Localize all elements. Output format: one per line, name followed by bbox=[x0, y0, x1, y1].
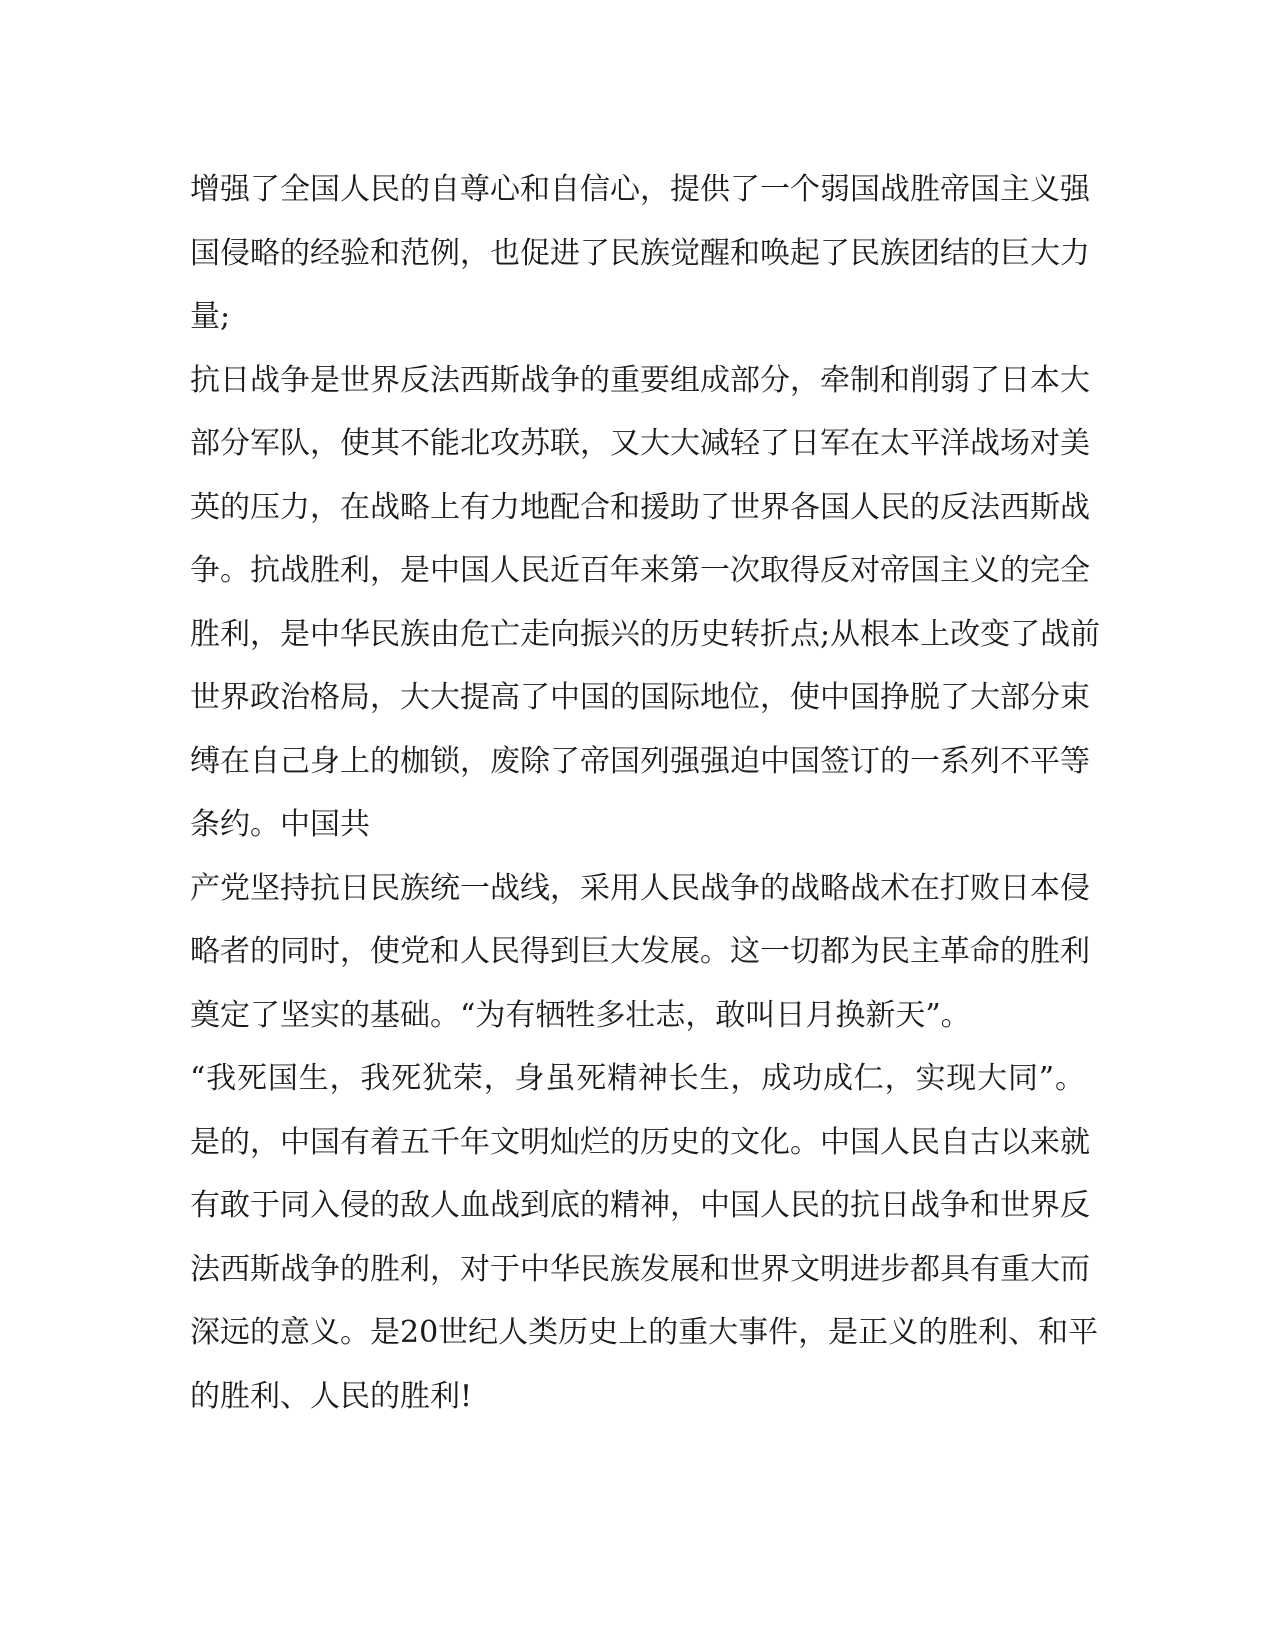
text-line: 奠定了坚实的基础。“为有牺牲多壮志，敢叫日月换新天”。 bbox=[190, 997, 971, 1033]
text-line: 深远的意义。是20世纪人类历史上的重大事件，是正义的胜利、和平 bbox=[190, 1315, 1099, 1350]
text-line: 争。抗战胜利，是中国人民近百年来第一次取得反对帝国主义的完全 bbox=[190, 553, 1090, 588]
text-line: 国侵略的经验和范例，也促进了民族觉醒和唤起了民族团结的巨大力 bbox=[190, 235, 1090, 271]
text-line: “我死国生，我死犹荣，身虽死精神长生，成功成仁，实现大同”。 bbox=[190, 1061, 1085, 1096]
text-line: 量; bbox=[190, 299, 231, 334]
text-line: 部分军队，使其不能北攻苏联，又大大减轻了日军在太平洋战场对美 bbox=[190, 426, 1090, 461]
text-line: 条约。中国共 bbox=[190, 807, 370, 842]
text-line: 抗日战争是世界反法西斯战争的重要组成部分，牵制和削弱了日本大 bbox=[190, 362, 1090, 398]
text-line: 缚在自己身上的枷锁，废除了帝国列强强迫中国签订的一系列不平等 bbox=[190, 743, 1090, 779]
text-line: 世界政治格局，大大提高了中国的国际地位，使中国挣脱了大部分束 bbox=[190, 680, 1090, 715]
text-line: 的胜利、人民的胜利! bbox=[190, 1378, 473, 1414]
body-text bbox=[190, 158, 1101, 1428]
text-line: 有敢于同入侵的敌人血战到底的精神，中国人民的抗日战争和世界反 bbox=[190, 1188, 1090, 1223]
text-line: 略者的同时，使党和人民得到巨大发展。这一切都为民主革命的胜利 bbox=[190, 934, 1090, 969]
text-line: 是的，中国有着五千年文明灿烂的历史的文化。中国人民自古以来就 bbox=[190, 1124, 1090, 1160]
text-line: 增强了全国人民的自尊心和自信心，提供了一个弱国战胜帝国主义强 bbox=[190, 172, 1090, 207]
text-line: 英的压力，在战略上有力地配合和援助了世界各国人民的反法西斯战 bbox=[190, 489, 1090, 525]
text-line: 产党坚持抗日民族统一战线，采用人民战争的战略战术在打败日本侵 bbox=[190, 870, 1090, 906]
text-line: 法西斯战争的胜利，对于中华民族发展和世界文明进步都具有重大而 bbox=[190, 1251, 1090, 1287]
text-line: 胜利，是中华民族由危亡走向振兴的历史转折点;从根本上改变了战前 bbox=[190, 616, 1101, 652]
